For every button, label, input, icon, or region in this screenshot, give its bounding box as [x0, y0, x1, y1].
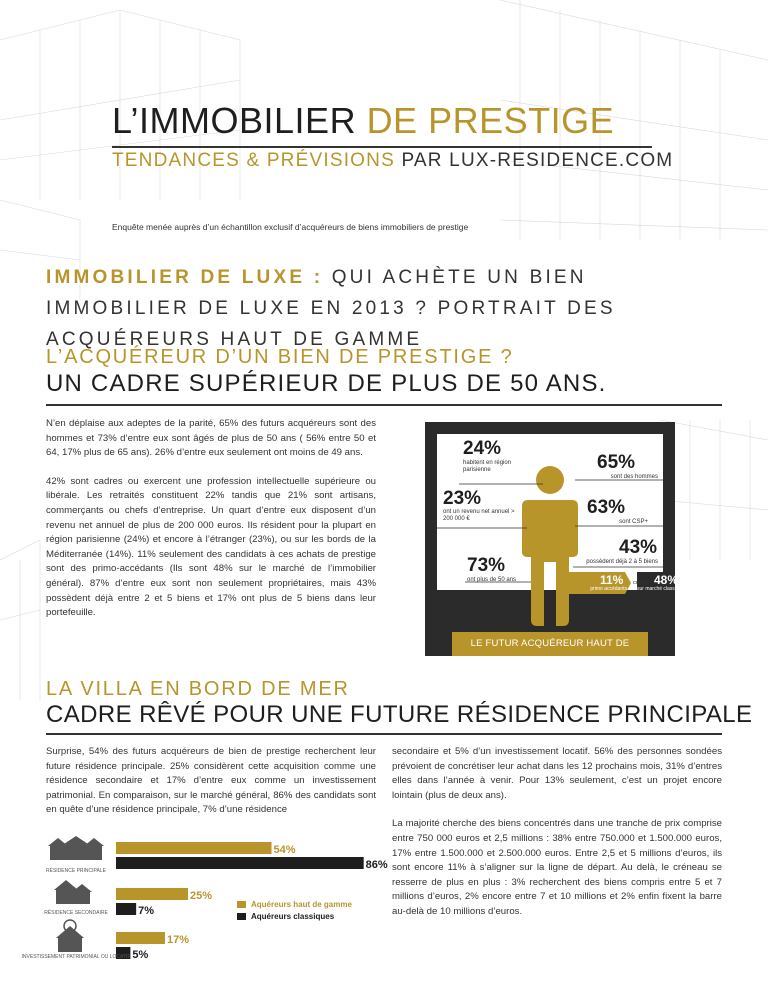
section1-text — [46, 417, 376, 621]
legend-swatch-black — [237, 913, 246, 920]
title-divider — [112, 146, 652, 148]
title-part1: L’IMMOBILIER — [112, 100, 367, 141]
data-label: 17% — [166, 934, 189, 946]
bar-classiques — [116, 857, 364, 869]
stat-65-value: 65% — [597, 452, 636, 473]
bar-haut-gamme — [116, 932, 165, 944]
stat-24-value: 24% — [463, 438, 502, 459]
chart-legend — [237, 900, 352, 921]
section1-divider — [46, 404, 722, 406]
stat-63-value: 63% — [587, 497, 626, 518]
section1-para1: N’en déplaise aux adeptes de la parité, 65% des futurs acquéreurs sont des hommes et 73% d’entre eux sont âgés de plus de 50 ans ( 56% entre 50 et 64, 17% plus de 65 ans). 26% d’entre eux seulement ont moins de 49 ans. — [46, 418, 376, 459]
legend-item-haut-gamme — [237, 900, 352, 909]
stat-23-label: ont un revenu net annuel > 200 000 € — [443, 509, 515, 522]
stat-43-label: possèdent déjà 2 à 5 biens — [586, 559, 658, 565]
stat-65-label: sont des hommes — [610, 474, 658, 480]
page-title — [112, 100, 614, 142]
data-label: 5% — [132, 949, 149, 961]
stat-11-value: 11% — [600, 573, 624, 587]
stat-23-value: 23% — [443, 488, 482, 509]
stat-43-value: 43% — [619, 537, 658, 558]
bar-haut-gamme — [116, 888, 188, 900]
house-secondaire-icon — [54, 880, 92, 904]
bar-classiques — [116, 903, 136, 915]
survey-note: Enquête menée auprès d’un échantillon exclusif d’acquéreurs de biens immobiliers de prestige — [112, 222, 469, 232]
subtitle-part2: PAR LUX-RESIDENCE.COM — [394, 150, 674, 171]
legend-label-haut-gamme: Aquéreurs haut de gamme — [251, 900, 352, 909]
section2-title-line2: CADRE RÊVÉ POUR UNE FUTURE RÉSIDENCE PRINCIPALE — [46, 701, 753, 728]
section2-divider — [46, 733, 722, 735]
page-subtitle — [112, 150, 673, 172]
house-investissement-icon — [56, 920, 84, 952]
infographic-banner: LE FUTUR ACQUÉREUR HAUT DE GAMME — [452, 632, 648, 656]
house-principale-icon — [48, 836, 104, 860]
legend-swatch-gold — [237, 901, 246, 908]
legend-label-classiques: Aquéreurs classiques — [251, 912, 335, 921]
headline-bold: IMMOBILIER DE LUXE : — [46, 267, 332, 288]
data-label: 25% — [190, 890, 213, 902]
stat-48-label: sur marché classique — [637, 586, 685, 592]
bar-haut-gamme — [116, 842, 272, 854]
section1-title-line1: L’ACQUÉREUR D’UN BIEN DE PRESTIGE ? — [46, 346, 514, 368]
category-label: RÉSIDENCE SECONDAIRE — [44, 910, 108, 916]
headline-rest: QUI ACHÈTE UN BIEN IMMOBILIER DE LUXE EN 2013 ? PORTRAIT DES ACQUÉREURS HAUT DE GAMME — [46, 267, 616, 350]
data-label: 86% — [365, 859, 388, 871]
category-label: INVESTISSEMENT PATRIMONIAL OU LOCATIF — [21, 954, 131, 960]
legend-item-classiques — [237, 912, 352, 921]
stat-73-label: ont plus de 50 ans — [467, 577, 517, 583]
stat-73-value: 73% — [467, 555, 506, 576]
category-label: RÉSIDENCE PRINCIPALE — [46, 868, 106, 874]
section2-para-left: Surprise, 54% des futurs acquéreurs de bien de prestige recherchent leur future résidence principale. 25% considèrent cette acquisition comme une résidence secondaire et 17% d’entre eux comme un investissement patrimonial. En comparaison, sur le marché général, 86% des candidats sont en quête d’une résidence principale, 7% d’une résidence — [46, 746, 376, 816]
contre-text: contre — [633, 580, 649, 586]
title-part2: DE PRESTIGE — [366, 100, 615, 141]
section1-para2: 42% sont cadres ou exercent une profession intellectuelle supérieure ou libérale. Les retraités constituent 22% tandis que 21% sont artisans, commerçants ou chefs d’entreprise. Un quart d’entre eux disposent d’un revenu net annuel de plus de 200 000 euros. Ils résident pour la plupart en région parisienne (24%) et encore à l’étranger (23%), ou sur les bords de la Méditerranée (14%). 11% seulement des candidats à ces achats de prestige sont des primo-accédants (Ils sont 48% sur le marché de l’immobilier général). 87% d’entre eux sont non seulement propriétaires, mais 43% possèdent déjà entre 2 et 5 biens et 17% ont plus de 5 biens dans leur portefeuille. — [46, 475, 376, 619]
data-label: 54% — [273, 844, 296, 856]
section1-title-line2: UN CADRE SUPÉRIEUR DE PLUS DE 50 ANS. — [46, 370, 607, 397]
stat-11-label: primo accédants — [590, 586, 627, 592]
section2-para-right2: La majorité cherche des biens concentrés dans une tranche de prix comprise entre 750 000 euros et 2,5 millions : 38% entre 750.000 et 1.500.000 euros, 17% entre 1.500.000 et 2.500.000 euros. Entre 2,5 et 5 millions d’euros, ils sont encore 11% à s’aligner sur la ligne de départ. Au delà, le créneau se resserre de plus en plus : 3% recherchent des biens compris entre 5 et 7 millions d’euros, 2% encore entre 7 et 10 millions et 2% enfin fixent la barre au-delà de 10 millions d’euros. — [392, 818, 722, 917]
section2-right-text — [392, 745, 722, 920]
stat-48-value: 48% — [654, 573, 679, 587]
stat-24-label: habitent en région parisienne — [463, 460, 512, 473]
subtitle-part1: TENDANCES & PRÉVISIONS — [112, 150, 395, 171]
section2-para-right1: secondaire et 5% d’un investissement locatif. 56% des personnes sondées prévoient de concrétiser leur achat dans les 12 prochains mois, 31% d’entres elles dans l’année à venir. Pour 13% seulement, c’est un projet encore lointain (plus de deux ans). — [392, 746, 722, 801]
stat-63-label: sont CSP+ — [619, 519, 648, 525]
section2-title-line1: LA VILLA EN BORD DE MER — [46, 678, 350, 700]
data-label: 7% — [138, 905, 155, 917]
main-headline — [46, 262, 736, 355]
section2-left-text — [46, 745, 376, 818]
